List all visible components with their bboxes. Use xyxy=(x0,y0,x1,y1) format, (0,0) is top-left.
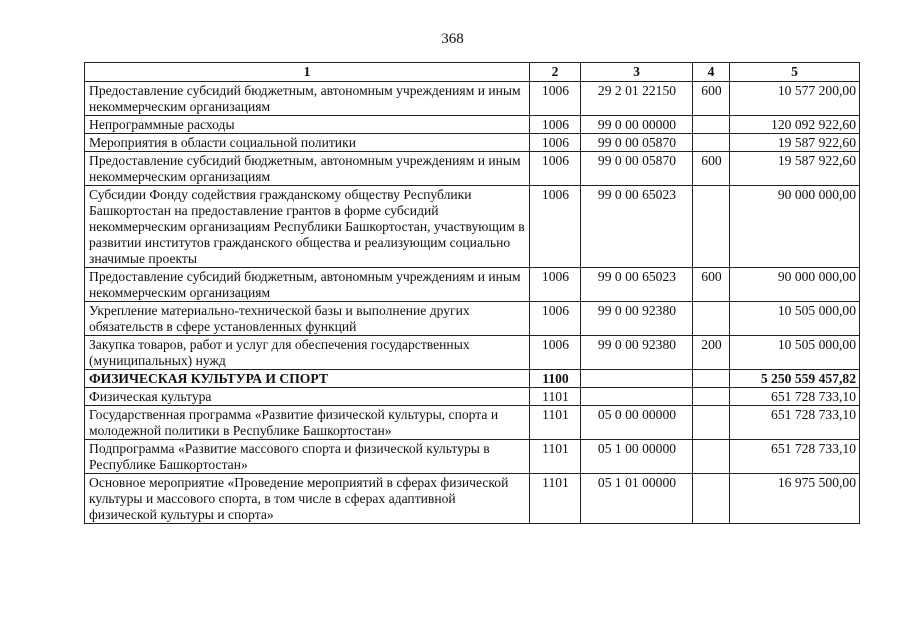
section-code-cell: 1101 xyxy=(530,474,581,524)
page-number: 368 xyxy=(441,31,464,47)
expense-name-cell: Предоставление субсидий бюджетным, автономным учреждениям и иным некоммерческим организациям xyxy=(85,82,530,116)
expense-name-cell: Мероприятия в области социальной политики xyxy=(85,134,530,152)
section-code-cell: 1101 xyxy=(530,440,581,474)
amount-cell: 16 975 500,00 xyxy=(730,474,860,524)
section-code-cell: 1006 xyxy=(530,186,581,268)
target-code-cell xyxy=(581,388,693,406)
table-row xyxy=(85,388,860,406)
expense-name-cell: Основное мероприятие «Проведение мероприятий в сферах физической культуры и массового спорта, в том числе в сферах адаптивной физической культуры и спорта» xyxy=(85,474,530,524)
target-code-cell: 99 0 00 92380 xyxy=(581,336,693,370)
header-col-1: 1 xyxy=(85,63,530,82)
table-row xyxy=(85,474,860,524)
budget-table xyxy=(84,62,860,524)
section-code-cell: 1006 xyxy=(530,336,581,370)
amount-cell: 90 000 000,00 xyxy=(730,268,860,302)
amount-cell: 19 587 922,60 xyxy=(730,134,860,152)
expense-type-cell xyxy=(693,370,730,388)
table-row xyxy=(85,302,860,336)
table-row xyxy=(85,370,860,388)
target-code-cell: 99 0 00 65023 xyxy=(581,186,693,268)
expense-type-cell: 600 xyxy=(693,82,730,116)
section-code-cell: 1101 xyxy=(530,388,581,406)
table-row xyxy=(85,406,860,440)
expense-type-cell xyxy=(693,440,730,474)
expense-name-cell: Субсидии Фонду содействия гражданскому обществу Республики Башкортостан на предоставление грантов в форме субсидий некоммерческим организациям Республики Башкортостан, участвующим в развитии институтов гражданского общества и реализующим социально значимые проекты xyxy=(85,186,530,268)
section-code-cell: 1006 xyxy=(530,268,581,302)
amount-cell: 120 092 922,60 xyxy=(730,116,860,134)
section-code-cell: 1006 xyxy=(530,116,581,134)
expense-type-cell xyxy=(693,186,730,268)
table-row xyxy=(85,186,860,268)
amount-cell: 10 505 000,00 xyxy=(730,302,860,336)
target-code-cell: 05 1 00 00000 xyxy=(581,440,693,474)
section-code-cell: 1100 xyxy=(530,370,581,388)
section-code-cell: 1006 xyxy=(530,302,581,336)
expense-type-cell xyxy=(693,302,730,336)
table-row xyxy=(85,152,860,186)
expense-type-cell xyxy=(693,116,730,134)
expense-name-cell: Предоставление субсидий бюджетным, автономным учреждениям и иным некоммерческим организациям xyxy=(85,268,530,302)
amount-cell: 651 728 733,10 xyxy=(730,388,860,406)
target-code-cell: 99 0 00 00000 xyxy=(581,116,693,134)
expense-name-cell: ФИЗИЧЕСКАЯ КУЛЬТУРА И СПОРТ xyxy=(85,370,530,388)
target-code-cell xyxy=(581,370,693,388)
table-row xyxy=(85,268,860,302)
target-code-cell: 99 0 00 92380 xyxy=(581,302,693,336)
expense-name-cell: Государственная программа «Развитие физической культуры, спорта и молодежной политики в Республике Башкортостан» xyxy=(85,406,530,440)
expense-type-cell: 600 xyxy=(693,268,730,302)
header-col-3: 3 xyxy=(581,63,693,82)
amount-cell: 651 728 733,10 xyxy=(730,440,860,474)
expense-type-cell: 200 xyxy=(693,336,730,370)
target-code-cell: 99 0 00 05870 xyxy=(581,152,693,186)
section-code-cell: 1006 xyxy=(530,134,581,152)
header-col-5: 5 xyxy=(730,63,860,82)
target-code-cell: 29 2 01 22150 xyxy=(581,82,693,116)
table-row xyxy=(85,134,860,152)
target-code-cell: 05 1 01 00000 xyxy=(581,474,693,524)
amount-cell: 19 587 922,60 xyxy=(730,152,860,186)
amount-cell: 5 250 559 457,82 xyxy=(730,370,860,388)
amount-cell: 651 728 733,10 xyxy=(730,406,860,440)
table-row xyxy=(85,336,860,370)
target-code-cell: 99 0 00 65023 xyxy=(581,268,693,302)
target-code-cell: 99 0 00 05870 xyxy=(581,134,693,152)
expense-name-cell: Физическая культура xyxy=(85,388,530,406)
amount-cell: 90 000 000,00 xyxy=(730,186,860,268)
section-code-cell: 1006 xyxy=(530,152,581,186)
expense-name-cell: Укрепление материально-технической базы и выполнение других обязательств в сфере установленных функций xyxy=(85,302,530,336)
expense-name-cell: Непрограммные расходы xyxy=(85,116,530,134)
expense-type-cell: 600 xyxy=(693,152,730,186)
section-code-cell: 1006 xyxy=(530,82,581,116)
expense-type-cell xyxy=(693,134,730,152)
expense-type-cell xyxy=(693,474,730,524)
table-row xyxy=(85,440,860,474)
section-code-cell: 1101 xyxy=(530,406,581,440)
header-col-2: 2 xyxy=(530,63,581,82)
table-row xyxy=(85,82,860,116)
expense-name-cell: Закупка товаров, работ и услуг для обеспечения государственных (муниципальных) нужд xyxy=(85,336,530,370)
expense-type-cell xyxy=(693,388,730,406)
expense-name-cell: Предоставление субсидий бюджетным, автономным учреждениям и иным некоммерческим организациям xyxy=(85,152,530,186)
target-code-cell: 05 0 00 00000 xyxy=(581,406,693,440)
amount-cell: 10 505 000,00 xyxy=(730,336,860,370)
table-header-row xyxy=(85,63,860,82)
expense-type-cell xyxy=(693,406,730,440)
table-row xyxy=(85,116,860,134)
expense-name-cell: Подпрограмма «Развитие массового спорта и физической культуры в Республике Башкортостан» xyxy=(85,440,530,474)
amount-cell: 10 577 200,00 xyxy=(730,82,860,116)
header-col-4: 4 xyxy=(693,63,730,82)
